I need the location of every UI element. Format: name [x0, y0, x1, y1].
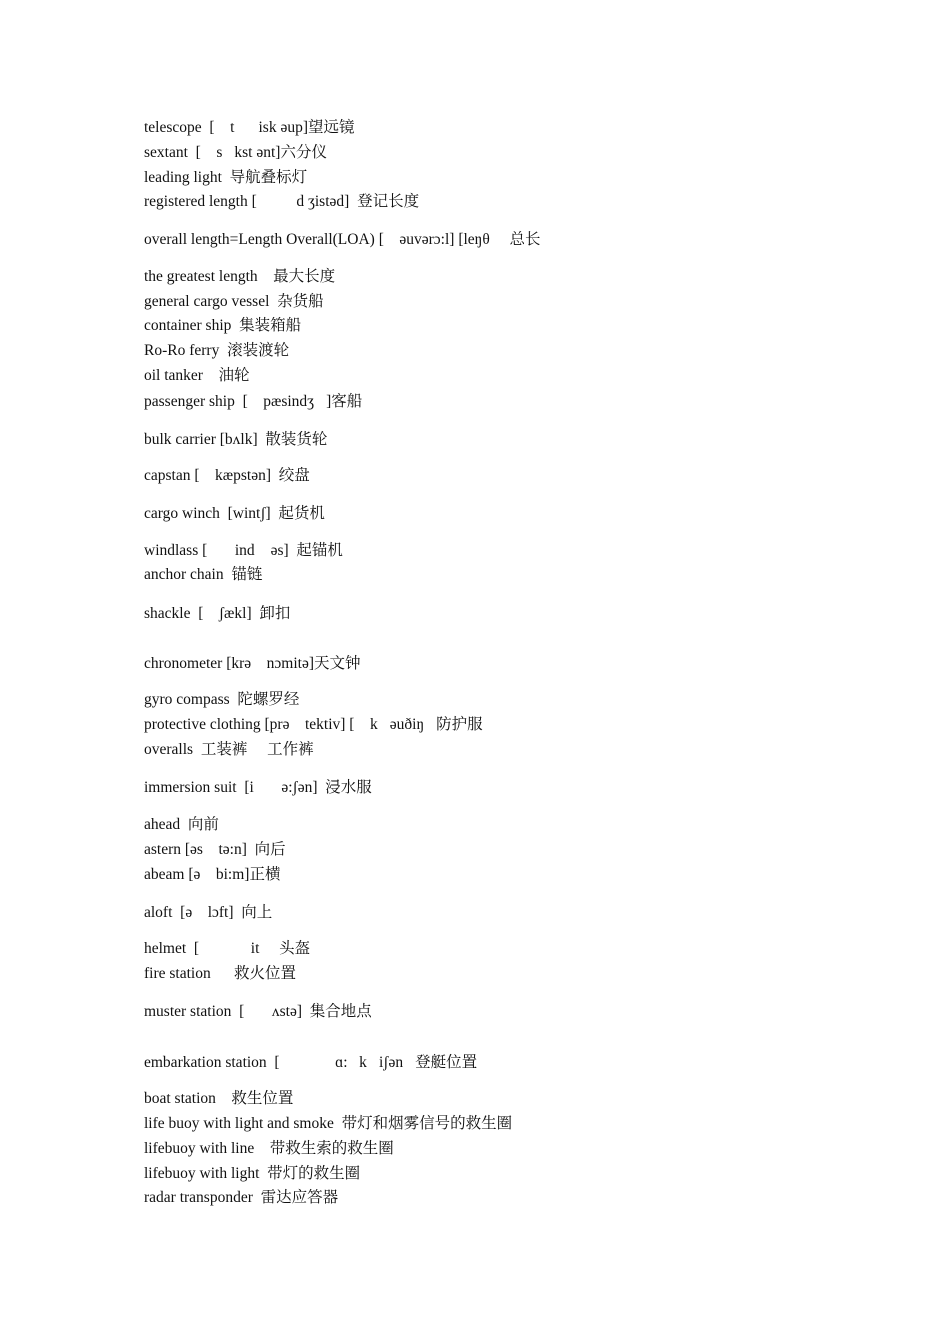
vocab-entry-aloft: aloft [ə lɔft] 向上	[144, 904, 273, 921]
vocab-entry-greatest-length: the greatest length 最大长度	[144, 268, 336, 285]
vocab-entry-registered-length: registered length [   d ʒistəd] 登记长度	[144, 193, 420, 210]
vocab-entry-radar-transponder: radar transponder 雷达应答器	[144, 1189, 339, 1206]
vocab-entry-container-ship: container ship 集装箱船	[144, 317, 302, 334]
vocab-entry-embarkation-station: embarkation station [     ɑ: k iʃən 登艇位置	[144, 1054, 478, 1071]
vocab-entry-general-cargo-vessel: general cargo vessel 杂货船	[144, 293, 324, 310]
vocab-entry-protective-clothing: protective clothing [prə tektiv] [ k əuðiŋ 防护服	[144, 716, 483, 733]
vocab-entry-life-buoy-light-smoke: life buoy with light and smoke 带灯和烟雾信号的救生圈	[144, 1115, 513, 1132]
vocab-entry-chronometer: chronometer [krə nɔmitə]天文钟	[144, 655, 361, 672]
vocab-entry-ro-ro-ferry: Ro-Ro ferry 滚装渡轮	[144, 342, 290, 359]
vocab-entry-bulk-carrier: bulk carrier [bʌlk] 散装货轮	[144, 431, 328, 448]
vocab-entry-ahead: ahead 向前	[144, 816, 219, 833]
vocab-entry-passenger-ship: passenger ship [ pæsindʒ ]客船	[144, 393, 363, 410]
vocab-entry-capstan: capstan [ kæpstən] 绞盘	[144, 467, 310, 484]
vocab-entry-muster-station: muster station [  ʌstə] 集合地点	[144, 1003, 372, 1020]
vocab-entry-lifebuoy-with-line: lifebuoy with line 带救生索的救生圈	[144, 1140, 394, 1157]
vocab-entry-sextant: sextant [ s kst ənt]六分仪	[144, 144, 327, 161]
vocab-entry-fire-station: fire station 救火位置	[144, 965, 296, 982]
vocab-entry-helmet: helmet [    it  头盔	[144, 940, 311, 957]
vocab-entry-windlass: windlass [  ind  əs] 起锚机	[144, 542, 343, 559]
vocab-entry-lifebuoy-with-light: lifebuoy with light 带灯的救生圈	[144, 1165, 361, 1182]
vocab-entry-abeam: abeam [ə bi:m]正横	[144, 866, 281, 883]
vocab-entry-cargo-winch: cargo winch [wintʃ] 起货机	[144, 505, 325, 522]
vocab-entry-boat-station: boat station 救生位置	[144, 1090, 294, 1107]
vocab-entry-anchor-chain: anchor chain 锚链	[144, 566, 263, 583]
vocab-entry-leading-light: leading light 导航叠标灯	[144, 169, 308, 186]
vocab-entry-astern: astern [əs tə:n] 向后	[144, 841, 286, 858]
vocab-entry-overalls: overalls 工装裤  工作裤	[144, 741, 314, 758]
vocab-entry-overall-length: overall length=Length Overall(LOA) [ əuvərɔ:l] [leŋθ  总长	[144, 231, 541, 248]
vocab-entry-gyro-compass: gyro compass 陀螺罗经	[144, 691, 300, 708]
vocab-entry-shackle: shackle [ ʃækl] 卸扣	[144, 605, 291, 622]
vocab-entry-immersion-suit: immersion suit [i  ə:ʃən] 浸水服	[144, 779, 372, 796]
vocab-entry-telescope: telescope [ t  isk əup]望远镜	[144, 119, 355, 136]
vocab-entry-oil-tanker: oil tanker 油轮	[144, 367, 250, 384]
